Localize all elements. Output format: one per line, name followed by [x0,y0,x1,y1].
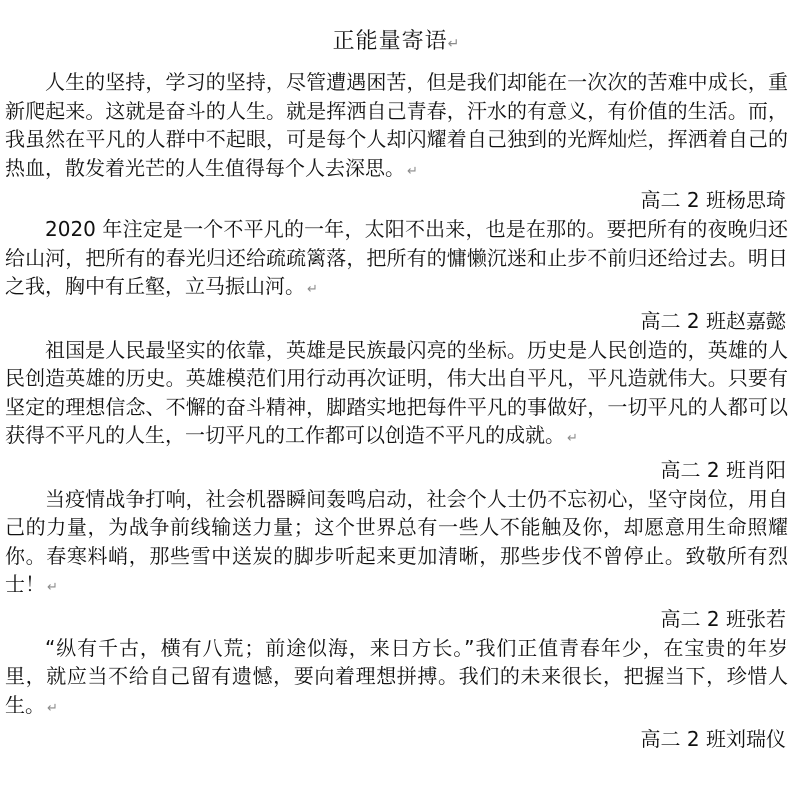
paragraph-return-mark: ↵ [47,580,58,595]
paragraph-return-mark: ↵ [307,282,318,297]
paragraph-return-mark: ↵ [567,431,578,446]
paragraph-text: 祖国是人民最坚实的依靠，英雄是民族最闪亮的坐标。历史是人民创造的，英雄的人民创造英雄的历史。英雄模范们用行动再次证明，伟大出自平凡，平凡造就伟大。只要有坚定的理想信念、不懈的奋斗精神，脚踏实地把每件平凡的事做好，一切平凡的人都可以获得不平凡的人生，一切平凡的工作都可以创造不平凡的成就。 [5,337,788,447]
signature-text: 高二 2 班张若 [660,606,786,631]
signature-4 [5,605,788,634]
paragraph-return-mark: ↵ [447,36,461,52]
paragraph-text: 人生的坚持，学习的坚持，尽管遭遇困苦，但是我们却能在一次次的苦难中成长，重新爬起来。这就是奋斗的人生。就是挥洒自己青春，汗水的有意义，有价值的生活。而，我虽然在平凡的人群中不起眼，可是每个人却闪耀着自己独到的光辉灿烂，挥洒着自己的热血，散发着光芒的人生值得每个人去深思。 [5,70,788,180]
paragraph-4 [5,485,788,603]
signature-2 [5,307,788,336]
paragraph-return-mark: ↵ [47,700,58,716]
paragraph-text: 2020 年注定是一个不平凡的一年，太阳不出来，也是在那的。要把所有的夜晚归还给山河，把所有的春光归还给疏疏篱落，把所有的慵懒沉迷和止步不前归还给过去。明日之我，胸中有丘壑，立马振山河。 [5,217,788,298]
paragraph-text: “纵有千古，横有八荒；前途似海，来日方长。”我们正值青春年少，在宝贵的年岁里，就应当不给自己留有遗憾，要向着理想拼搏。我们的未来很长，把握当下，珍惜人生。 [5,635,788,717]
signature-text: 高二 2 班肖阳 [660,457,786,482]
signature-text: 高二 2 班杨思琦 [640,188,786,212]
paragraph-text: 当疫情战争打响，社会机器瞬间轰鸣启动，社会个人士仍不忘初心，坚守岗位，用自己的力量，为战争前线输送力量；这个世界总有一些人不能触及你，却愿意用生命照耀你。春寒料峭，那些雪中送炭的脚步听起来更加清晰，那些步伐不曾停止。致敬所有烈士！ [5,486,788,596]
signature-3 [5,456,788,485]
paragraph-5 [5,634,788,724]
signature-text: 高二 2 班刘瑞仪 [640,727,786,751]
signature-1 [5,186,788,215]
signature-text: 高二 2 班赵嘉懿 [640,308,786,333]
paragraph-3 [5,336,788,454]
document-title [5,22,788,64]
paragraph-return-mark: ↵ [407,163,418,179]
paragraph-1 [5,68,788,186]
title-text: 正能量寄语 [332,29,448,54]
signature-5 [5,725,788,754]
paragraph-2 [5,215,788,305]
